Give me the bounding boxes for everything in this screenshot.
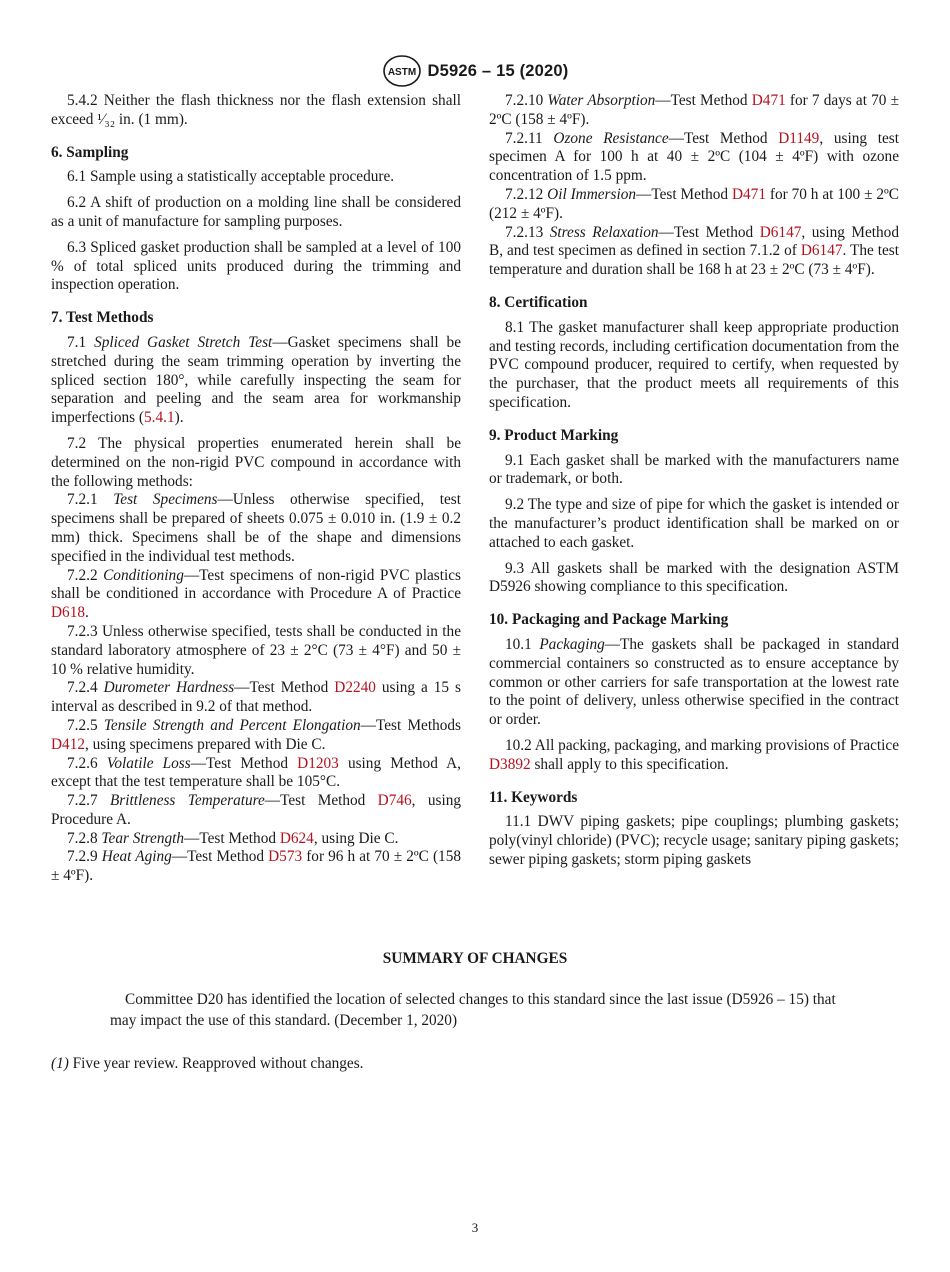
para-7-2-10 [489,92,899,130]
ref-link-d624[interactable]: D624 [279,829,314,847]
para-tail: . The test temperature and duration shall be 168 h at 23 ± 2ºC (73 ± 4ºF). [489,242,899,279]
para-text: —Test Method [655,92,752,109]
para-term: Stress Relaxation [549,223,659,241]
ref-link-d6147-b[interactable]: D6147 [800,242,843,260]
astm-logo-icon [382,54,422,88]
ref-link-5-4-1[interactable]: 5.4.1 [144,409,175,427]
para-7-2-2 [51,567,461,623]
para-text: —Test Method [171,848,269,866]
para-text: —Gasket specimens shall be stretched during the seam trimming operation by inverting the spliced section 180°, while carefully inspecting the seam for separation and peeling and the seam area for workmanship imperfections ( [51,333,461,427]
logo-text: ASTM [387,67,416,78]
para-7-2: 7.2 The physical properties enumerated herein shall be determined on the non-rigid PVC compound in accordance with the following methods: [51,434,461,490]
page-header [0,54,950,88]
para-7-2-11 [489,130,899,186]
para-6-1: 6.1 Sample using a statistically acceptable procedure. [67,168,395,186]
ref-link-d618[interactable]: D618 [51,604,85,622]
left-column [51,92,461,886]
para-7-2-8 [51,830,461,849]
para-7-2-9 [51,848,461,886]
para-text: —Test Method [658,223,760,241]
para-9-3: 9.3 All gaskets shall be marked with the designation ASTM D5926 showing compliance to this specification. [489,559,899,596]
para-7-1 [51,334,461,428]
para-text: —Test Method [184,829,280,847]
para-tail: , using Die C. [313,829,399,847]
para-7-2-6 [51,755,461,793]
para-text: —Unless otherwise specified, test specimens shall be prepared of sheets 0.075 ± 0.010 in. (1.9 ± 0.2 mm) thick. Specimens shall be of the shape and dimensions specified in the individual test methods. [51,491,461,565]
para-8-1: 8.1 The gasket manufacturer shall keep appropriate production and testing records, including certification documentation from the PVC compound producer, required to certify, when requested by the purchaser, that the product meets all requirements of this specification. [489,318,899,411]
para-term: Heat Aging [101,848,172,866]
para-number: 7.2.13 [505,223,550,241]
para-6-3: 6.3 Spliced gasket production shall be sampled at a level of 100 % of total spliced units produced during the trimming and inspection operation. [51,238,461,294]
para-7-2-1 [51,491,461,566]
ref-link-d1149[interactable]: D1149 [778,129,820,147]
para-term: Durometer Hardness [103,679,235,697]
para-term: Ozone Resistance [553,129,669,147]
ref-link-d412[interactable]: D412 [51,735,85,753]
heading-keywords: 11. Keywords [489,788,578,806]
para-number: 7.2.2 [67,566,104,584]
para-term: Tensile Strength and Percent Elongation [103,716,361,734]
para-tail: for 96 h at 70 ± 2ºC (158 ± 4ºF). [51,848,461,885]
para-9-1: 9.1 Each gasket shall be marked with the manufacturers name or trademark, or both. [489,451,899,488]
para-number: 7.2.12 [505,185,548,203]
page-number: 3 [471,1220,479,1235]
para-tail: . [85,604,89,622]
heading-sampling: 6. Sampling [51,143,129,161]
para-number: 7.1 [67,333,95,351]
para-term: Oil Immersion [547,185,637,203]
para-text: —Test Method [264,792,378,810]
change-item-number: (1) [51,1055,69,1072]
para-tail: , using specimens prepared with Die C. [85,735,326,753]
document-designation: D5926 – 15 (2020) [427,61,569,80]
para-term: Tear Strength [101,829,185,847]
para-tail: , using test specimen A for 100 h at 40 ± 2ºC (104 ± 4ºF) with ozone concentration of 1.5 ppm. [489,129,899,185]
para-number: 7.2.9 [67,848,102,866]
change-item-text: Five year review. Reapproved without changes. [68,1055,364,1072]
ref-link-d3892[interactable]: D3892 [489,755,531,773]
right-column [489,92,899,877]
para-number: 7.2.8 [67,829,102,847]
para-text: , using Method B, and test specimen as defined in section 7.1.2 of [489,223,899,260]
ref-link-d6147[interactable]: D6147 [759,223,802,241]
para-term: Conditioning [103,566,184,584]
summary-title: SUMMARY OF CHANGES [382,950,568,967]
para-number: 10.1 [505,635,540,653]
ref-link-d746[interactable]: D746 [377,792,412,810]
para-10-2 [489,737,899,775]
para-number: 7.2.7 [67,792,110,810]
para-text: —Test Method [668,129,779,147]
para-text: —Test Method [190,754,298,772]
ref-link-d2240[interactable]: D2240 [334,679,376,697]
para-number: 7.2.10 [505,92,548,109]
para-term: Volatile Loss [106,754,191,772]
para-7-2-5 [51,717,461,755]
para-6-2: 6.2 A shift of production on a molding line shall be considered as a unit of manufacture for sampling purposes. [51,194,461,230]
para-number: 7.2.11 [505,129,554,147]
para-text: —Test specimens of non-rigid PVC plastics shall be conditioned in accordance with Procedure A of Practice [51,566,462,603]
ref-link-d471[interactable]: D471 [751,92,786,109]
para-tail: using a 15 s interval as described in 9.2 of that method. [51,679,461,716]
para-text: 10.2 All packing, packaging, and marking provisions of Practice [505,736,899,754]
para-number: 7.2.6 [67,754,107,772]
ref-link-d471-b[interactable]: D471 [731,185,766,203]
para-7-2-13 [489,224,899,280]
para-text: —Test Method [636,185,732,203]
para-tail: for 70 h at 100 ± 2ºC (212 ± 4ºF). [489,185,899,222]
para-text: —Test Methods [360,716,461,734]
para-text: —Test Method [234,679,335,697]
change-item [51,1055,364,1073]
para-text: —The gaskets shall be packaged in standard commercial containers so constructed as to ensure acceptance by common or other carriers for safe transportation at the lowest rate to the point of delivery, unless otherwise specified in the contract or order. [489,635,899,729]
para-7-2-3: 7.2.3 Unless otherwise specified, tests shall be conducted in the standard laboratory atmosphere of 23 ± 2°C (73 ± 4°F) and 50 ± 10 % relative humidity. [51,622,461,678]
summary-body: Committee D20 has identified the location of selected changes to this standard since the last issue (D5926 – 15) that may impact the use of this standard. (December 1, 2020) [110,991,836,1029]
heading-packaging: 10. Packaging and Package Marking [489,611,729,629]
ref-link-d573[interactable]: D573 [268,848,303,866]
para-tail: for 7 days at 70 ± 2ºC (158 ± 4ºF). [489,92,899,128]
para-tail: , using Procedure A. [51,792,461,828]
heading-test-methods: 7. Test Methods [51,309,154,327]
para-number: 7.2.1 [67,491,114,509]
heading-certification: 8. Certification [489,293,588,311]
para-term: Brittleness Temperature [109,792,265,810]
para-tail: using Method A, except that the test temperature shall be 105°C. [51,754,462,791]
para-7-2-7 [51,792,461,830]
para-term: Spliced Gasket Stretch Test [94,333,273,351]
para-term: Packaging [539,635,605,653]
para-10-1 [489,636,899,730]
para-11-1: 11.1 DWV piping gaskets; pipe couplings; plumbing gaskets; poly(vinyl chloride) (PVC); recycle usage; sanitary piping gaskets; sewer piping gaskets; storm piping gaskets [489,813,899,868]
ref-link-d1203[interactable]: D1203 [297,754,339,772]
para-9-2: 9.2 The type and size of pipe for which the gasket is intended or the manufacturer’s product identification shall be marked on or attached to each gasket. [489,496,899,551]
para-7-2-12 [489,186,899,224]
para-tail: shall apply to this specification. [530,755,729,773]
heading-product-marking: 9. Product Marking [489,426,619,444]
para-7-2-4 [51,679,461,717]
para-5-4-2: 5.4.2 Neither the flash thickness nor the flash extension shall exceed ¹⁄₃₂ in. (1 mm). [51,92,461,128]
para-term: Test Specimens [113,491,218,509]
para-term: Water Absorption [547,92,656,109]
para-tail: ). [174,409,184,427]
para-number: 7.2.5 [67,716,104,734]
para-number: 7.2.4 [67,679,104,697]
